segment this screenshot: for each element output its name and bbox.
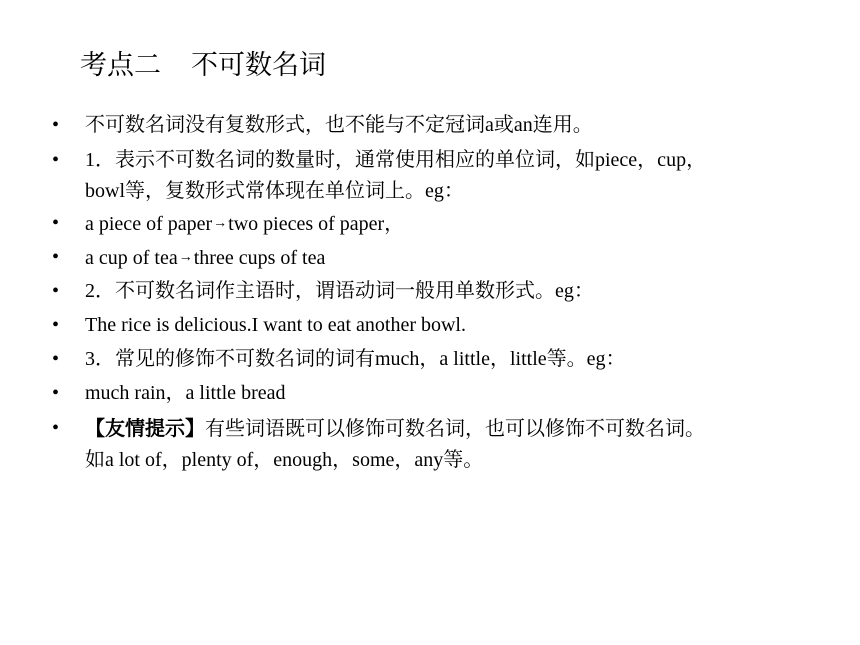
bullet-text-line2: bowl等，复数形式常体现在单位词上。eg： bbox=[85, 180, 464, 202]
example-plural: two pieces of paper， bbox=[228, 213, 405, 235]
title-topic: 不可数名词 bbox=[191, 50, 326, 81]
arrow-right-icon: → bbox=[178, 250, 193, 265]
bullet-icon: • bbox=[52, 149, 60, 171]
bullet-icon: • bbox=[52, 348, 60, 370]
list-item bbox=[0, 344, 860, 375]
example-line bbox=[85, 242, 860, 274]
bullet-text-line1: 1．表示不可数名词的数量时，通常使用相应的单位词，如piece，cup， bbox=[85, 149, 707, 171]
tip-line2: 如a lot of，plenty of，enough，some，any等。 bbox=[85, 449, 484, 471]
bullet-icon: • bbox=[52, 314, 60, 336]
bullet-text: 3．常见的修饰不可数名词的词有much，a little，little等。eg： bbox=[85, 348, 626, 370]
bullet-icon: • bbox=[52, 382, 60, 404]
tip-text: 有些词语既可以修饰可数名词，也可以修饰不可数名词。 bbox=[205, 418, 705, 440]
bullet-text: much rain，a little bread bbox=[85, 382, 286, 404]
bullet-icon: • bbox=[52, 280, 60, 302]
title-section-number: 考点二 bbox=[80, 50, 161, 81]
example-singular: a cup of tea bbox=[85, 247, 178, 269]
bullet-icon: • bbox=[52, 212, 60, 234]
list-item bbox=[0, 208, 860, 240]
list-item bbox=[0, 378, 860, 409]
example-singular: a piece of paper bbox=[85, 213, 213, 235]
list-item bbox=[0, 310, 860, 341]
list-item bbox=[0, 413, 860, 476]
tip-line1 bbox=[85, 413, 860, 445]
list-item bbox=[0, 276, 860, 307]
bullet-text: 不可数名词没有复数形式，也不能与不定冠词a或an连用。 bbox=[85, 114, 593, 136]
bullet-icon: • bbox=[52, 417, 60, 439]
bullet-text: The rice is delicious.I want to eat another bowl. bbox=[85, 314, 466, 336]
list-item bbox=[0, 242, 860, 274]
list-item bbox=[0, 110, 860, 141]
example-plural: three cups of tea bbox=[193, 247, 326, 269]
example-line bbox=[85, 208, 860, 240]
bullet-text: 2．不可数名词作主语时，谓语动词一般用单数形式。eg： bbox=[85, 280, 594, 302]
arrow-right-icon: → bbox=[213, 216, 228, 231]
bullet-icon: • bbox=[52, 114, 60, 136]
tip-label: 【友情提示】 bbox=[85, 416, 205, 440]
bullet-icon: • bbox=[52, 246, 60, 268]
list-item bbox=[0, 145, 860, 207]
